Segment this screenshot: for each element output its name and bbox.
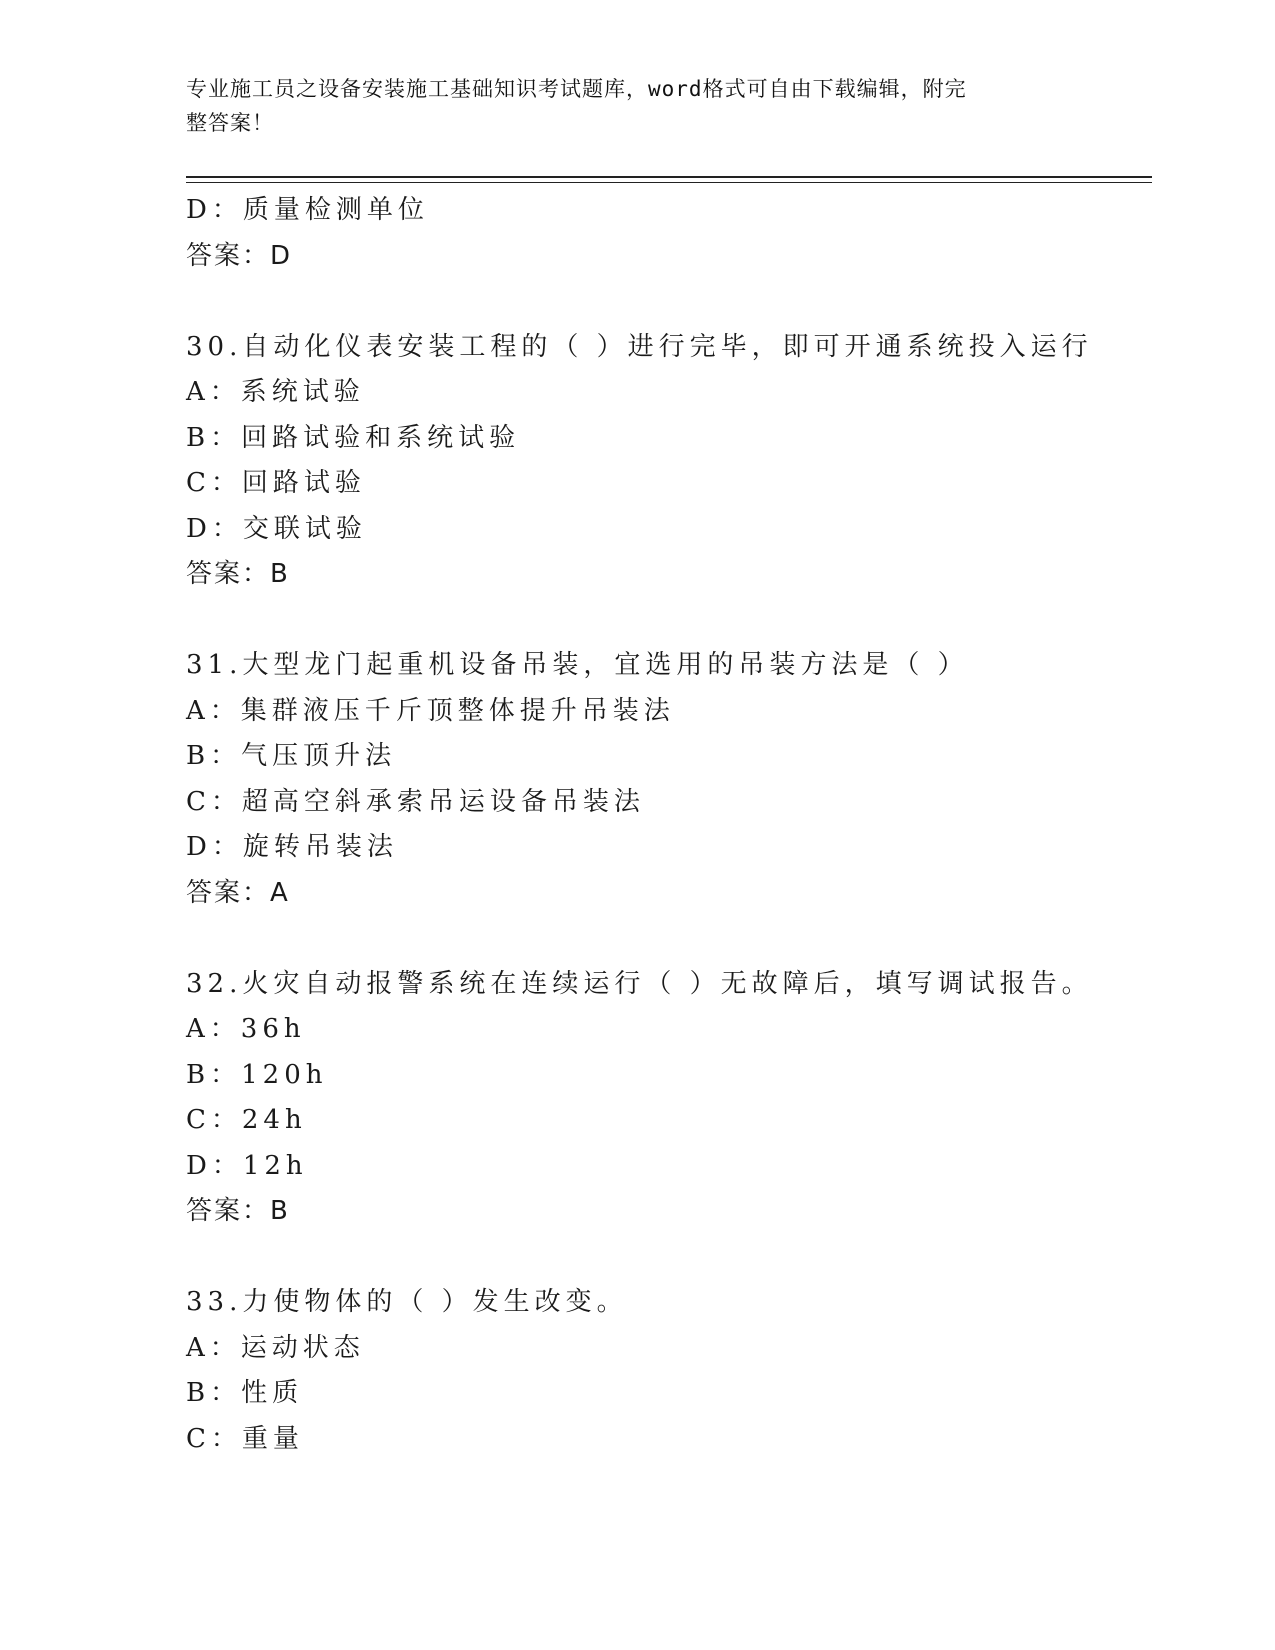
header-divider-thick	[186, 176, 1152, 178]
option-b: B：回路试验和系统试验	[186, 422, 521, 453]
option-d: D：质量检测单位	[186, 195, 429, 225]
option-b: B：120h	[186, 1059, 328, 1090]
header-line-2: 整答案！	[186, 111, 274, 135]
option-c: C：重量	[186, 1423, 304, 1454]
option-d: D：旋转吊装法	[186, 832, 398, 862]
document-header	[186, 72, 1066, 140]
option-b: B：性质	[186, 1378, 304, 1408]
option-a: A：36h	[186, 1014, 306, 1044]
option-a: A：集群液压千斤顶整体提升吊装法	[186, 695, 675, 726]
question-stem: 33.力使物体的（ ）发生改变。	[186, 1287, 628, 1317]
header-line-1: 专业施工员之设备安装施工基础知识考试题库，word格式可自由下载编辑，附完	[186, 77, 967, 101]
header-divider-thin	[186, 182, 1152, 183]
answer-line: 答案：B	[186, 1196, 290, 1226]
option-d: D：交联试验	[186, 513, 367, 544]
question-list	[186, 188, 1152, 1462]
spacer	[186, 1235, 1152, 1281]
question-stem: 30.自动化仪表安装工程的（ ）进行完毕，即可开通系统投入运行	[186, 331, 1093, 362]
question-stem: 32.火灾自动报警系统在连续运行（ ）无故障后，填写调试报告。	[186, 968, 1093, 999]
spacer	[186, 279, 1152, 325]
option-c: C：回路试验	[186, 468, 366, 498]
answer-line: 答案：D	[186, 240, 293, 271]
option-d: D：12h	[186, 1150, 308, 1181]
option-a: A：系统试验	[186, 377, 365, 407]
spacer	[186, 916, 1152, 962]
spacer	[186, 598, 1152, 644]
answer-line: 答案：B	[186, 559, 290, 589]
option-b: B：气压顶升法	[186, 741, 397, 771]
option-a: A：运动状态	[186, 1332, 365, 1363]
answer-line: 答案：A	[186, 877, 290, 908]
option-c: C：24h	[186, 1105, 307, 1135]
option-c: C：超高空斜承索吊运设备吊装法	[186, 786, 645, 817]
question-stem: 31.大型龙门起重机设备吊装，宜选用的吊装方法是（ ）	[186, 650, 969, 680]
